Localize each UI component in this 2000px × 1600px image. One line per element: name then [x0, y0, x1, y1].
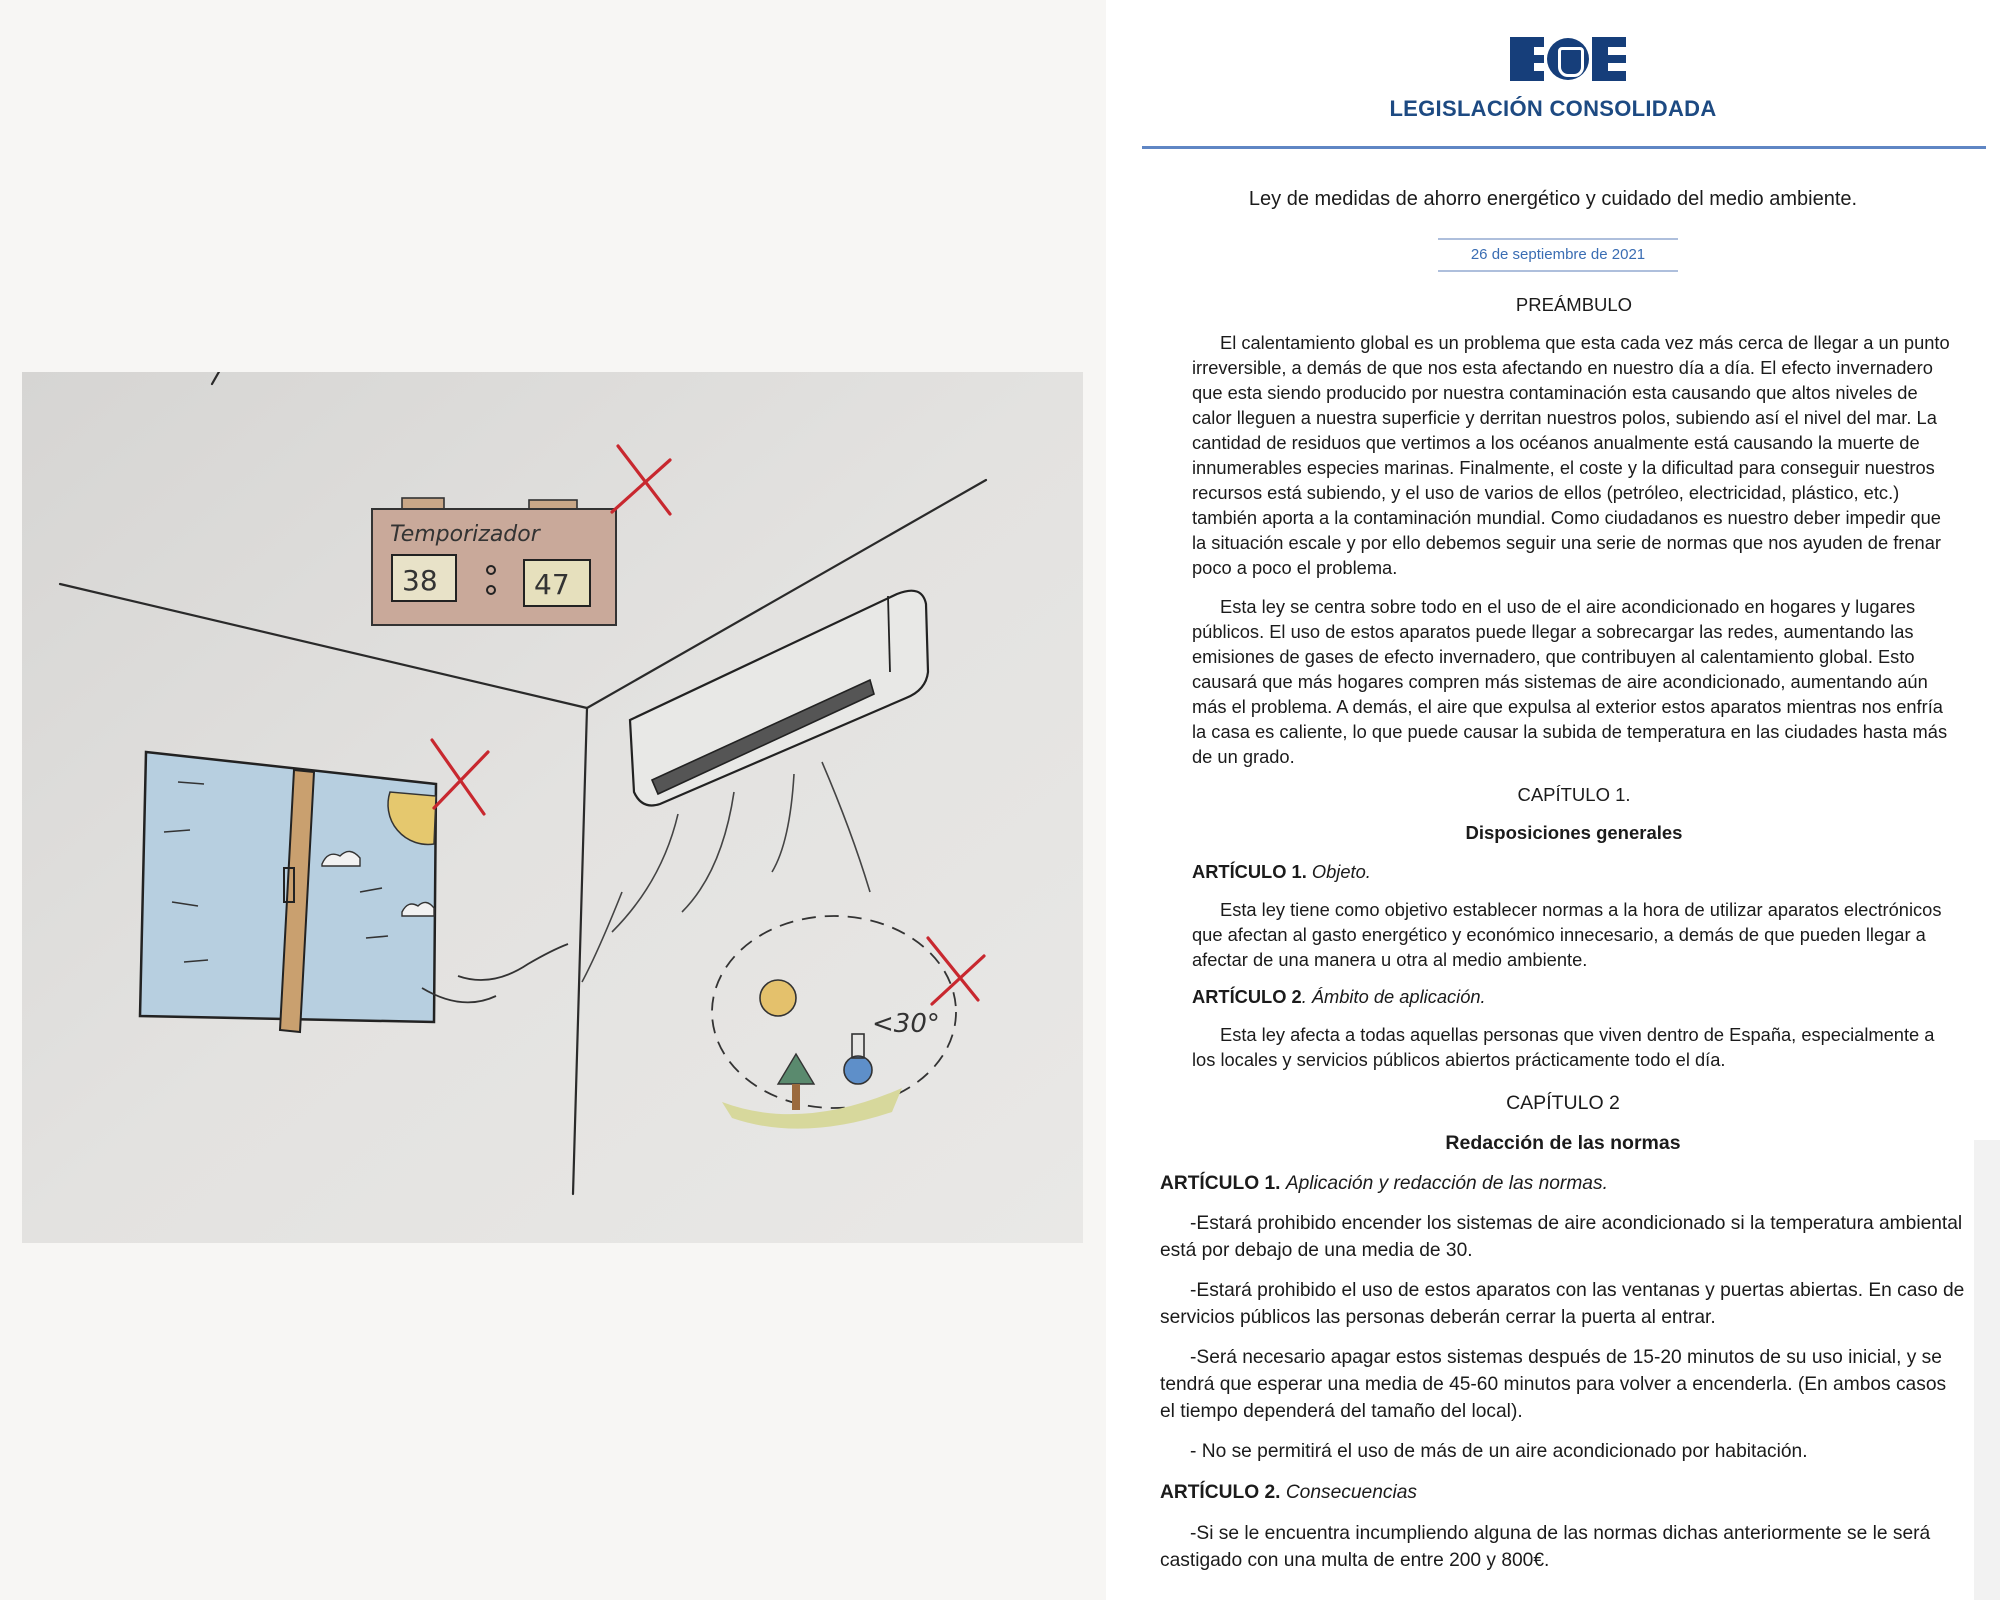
sketch-photo — [22, 372, 1083, 1243]
timer-hours: 38 — [402, 564, 438, 597]
chapter-2-article-2-heading — [1160, 1479, 1417, 1506]
timer-minutes: 47 — [534, 568, 570, 601]
chapter-1-article-2-heading — [1192, 984, 1486, 1009]
window-drawing — [140, 752, 436, 1032]
article-title: Objeto. — [1311, 861, 1371, 882]
rule-4: - No se permitirá el uso de más de un aire acondicionado por habitación. — [1190, 1441, 1808, 1462]
chapter-2-section — [1160, 1090, 1966, 1600]
temperature-label: <30° — [872, 1009, 940, 1039]
article-title: Consecuencias — [1285, 1482, 1418, 1503]
sketch-illustration — [22, 372, 1083, 1243]
chapter-2-subheading: Redacción de las normas — [1445, 1132, 1681, 1154]
rule-2: -Estará prohibido el uso de estos aparatos con las ventanas y puertas abiertas. En caso de servicios públicos las personas deberán cerrar la puerta al entrar. — [1160, 1280, 1965, 1328]
boe-logo-crest — [1547, 38, 1589, 80]
article-label: ARTÍCULO 2. — [1160, 1482, 1281, 1503]
header-divider — [1142, 146, 1986, 149]
publication-date: 26 de septiembre de 2021 — [1438, 238, 1678, 272]
law-title: Ley de medidas de ahorro energético y cuidado del medio ambiente. — [1248, 188, 1858, 210]
article-label: ARTÍCULO 2 — [1192, 986, 1302, 1007]
timer-label: Temporizador — [390, 522, 540, 547]
preamble-paragraph-2: Esta ley se centra sobre todo en el uso de el aire acondicionado en hogares y lugares públicos. El uso de estos aparatos puede llegar a sobrecargar las redes, aumentando las emisiones de gases de efecto invernadero, que contribuyen al calentamiento global. Esto causará que más hogares compren más sistemas de aire acondicionado, aumentando aún más el problema. A demás, el aire que expulsa al exterior estos aparatos mientras nos enfría la casa es caliente, lo que puede causar la subida de temperatura en las ciudades hasta más de un grado. — [1192, 596, 1948, 767]
chapter-2-heading: CAPÍTULO 2 — [1506, 1092, 1620, 1114]
chapter-1-article-2-text: Esta ley afecta a todas aquellas personas que viven dentro de España, especialmente a los locales y servicios públicos abiertos prácticamente todo el día. — [1192, 1024, 1935, 1070]
chapter-2-article-2-text: -Si se le encuentra incumpliendo alguna de las normas dichas anteriormente se le será castigado con una multa de entre 200 y 800€. — [1160, 1523, 1931, 1571]
chapter-2-article-1-heading — [1160, 1170, 1608, 1197]
rule-3: -Será necesario apagar estos sistemas después de 15-20 minutos de su uso inicial, y se tendrá que esperar una media de 45-60 minutos para volver a encenderla. (En ambos casos el tiempo dependerá del tamaño del local). — [1160, 1347, 1947, 1422]
chapter-1-article-1-text: Esta ley tiene como objetivo establecer normas a la hora de utilizar aparatos electrónicos que afectan al gasto energético y económico innecesario, a demás de que pueden llegar a afectar de una manera u otra al medio ambiente. — [1192, 899, 1942, 970]
preamble-section — [1192, 292, 1956, 1092]
chapter-1-subheading: Disposiciones generales — [1465, 822, 1683, 843]
preamble-heading: PREÁMBULO — [1515, 294, 1633, 315]
legal-document — [1106, 0, 2000, 1600]
boe-logo — [1510, 36, 1626, 82]
preamble-paragraph-1: El calentamiento global es un problema que esta cada vez más cerca de llegar a un punto irreversible, a demás de que nos esta afectando en nuestro día a día. El efecto invernadero que esta siendo producido por nuestra contaminación esta causando que altos niveles de calor lleguen a nuestra superficie y derritan nuestros polos, subiendo así el nivel del mar. La cantidad de residuos que vertimos a los océanos anualmente está causando la muerte de innumerables especies marinas. Finalmente, el coste y la dificultad para conseguir nuestros recursos está subiendo, y el uso de varios de ellos (petróleo, electricidad, plástico, etc.) también aporta a la contaminación mundial. Como ciudadanos es nuestro deber impedir que la situación escale y por ello debemos seguir una serie de normas que nos ayuden de frenar poco a poco el problema. — [1192, 332, 1950, 578]
rule-1: -Estará prohibido encender los sistemas de aire acondicionado si la temperatura ambiental está por debajo de una media de 30. — [1160, 1213, 1963, 1261]
article-title: Aplicación y redacción de las normas. — [1285, 1173, 1608, 1194]
boe-logo-b — [1510, 37, 1544, 81]
article-label: ARTÍCULO 1. — [1192, 861, 1307, 882]
page-edge-shadow — [1974, 1140, 2000, 1600]
chapter-1-heading: CAPÍTULO 1. — [1517, 784, 1631, 805]
publisher-heading: LEGISLACIÓN CONSOLIDADA — [1389, 96, 1717, 121]
article-label: ARTÍCULO 1. — [1160, 1173, 1281, 1194]
article-title: . Ámbito de aplicación. — [1301, 986, 1486, 1007]
boe-logo-e — [1592, 37, 1626, 81]
chapter-1-article-1-heading — [1192, 859, 1371, 884]
timer-drawing — [372, 498, 616, 625]
